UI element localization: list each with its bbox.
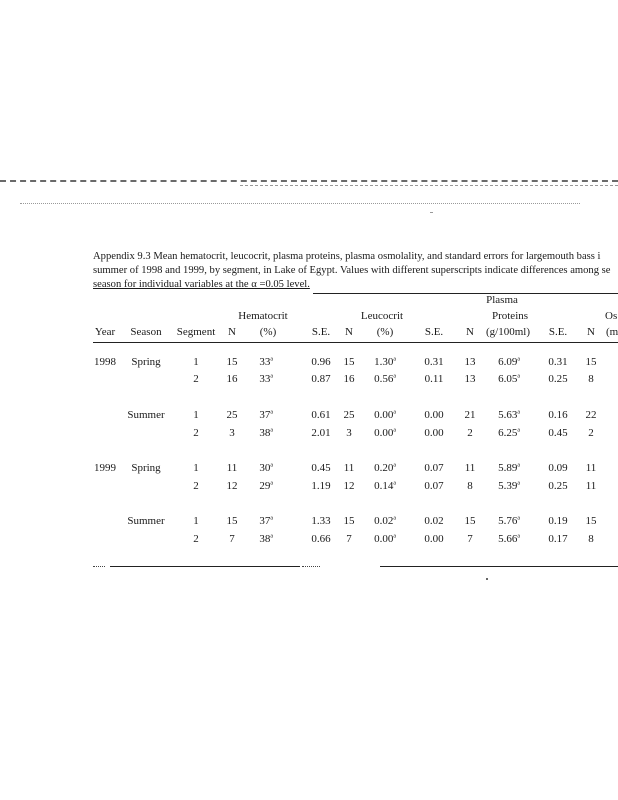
cell-n-plasma: [467, 533, 473, 546]
cell-se-leucocrit: [424, 515, 443, 528]
cell-se-plasma-value: 0.25: [548, 480, 568, 492]
cell-hematocrit: [259, 356, 273, 369]
cell-n-leucocrit-value: 3: [346, 427, 352, 439]
cell-hematocrit-value: 30: [259, 462, 271, 474]
cell-se-hematocrit-value: 2.01: [311, 427, 331, 439]
cell-hematocrit-value: 33: [259, 356, 271, 368]
table-caption: [93, 250, 618, 292]
cell-se-hematocrit-value: 1.19: [311, 480, 331, 492]
header-leucocrit-unit: (%): [376, 326, 394, 338]
superscript-letter: a: [270, 409, 273, 416]
scan-noise-line: [240, 185, 618, 186]
cell-plasma-proteins-value: 6.05: [498, 373, 518, 385]
cell-n-hematocrit-value: 12: [226, 480, 238, 492]
cell-se-hematocrit: [311, 480, 330, 493]
cell-segment-value: 2: [193, 533, 199, 545]
cell-n-leucocrit-value: 7: [346, 533, 352, 545]
cell-n-osmolality: [586, 515, 597, 528]
cell-segment-value: 1: [193, 515, 199, 527]
cell-n-plasma-value: 13: [464, 356, 476, 368]
cell-se-hematocrit-value: 0.61: [311, 409, 331, 421]
cell-se-leucocrit: [425, 373, 444, 386]
scan-noise-line: [20, 203, 580, 204]
header-plasma-unit: (g/100ml): [486, 326, 530, 338]
cell-leucocrit: [374, 533, 396, 546]
cell-hematocrit-value: 37: [259, 409, 271, 421]
cell-leucocrit-value: 1.30: [374, 356, 394, 368]
cell-n-leucocrit-value: 15: [343, 515, 355, 527]
table-bottom-rule: [93, 566, 105, 567]
cell-se-leucocrit: [424, 409, 443, 422]
cell-n-hematocrit: [229, 427, 235, 440]
superscript-letter: a: [270, 356, 273, 363]
cell-season-value: Spring: [131, 462, 161, 474]
cell-n-leucocrit-value: 12: [343, 480, 355, 492]
cell-n-leucocrit: [344, 480, 355, 493]
cell-segment: [193, 427, 199, 440]
cell-n-leucocrit: [344, 373, 355, 386]
cell-n-osmolality: [586, 462, 597, 475]
cell-se-plasma: [548, 427, 567, 440]
header-se: S.E.: [311, 326, 331, 338]
cell-year-value: 1998: [94, 356, 116, 368]
cell-n-hematocrit: [227, 515, 238, 528]
cell-segment-value: 1: [193, 409, 199, 421]
superscript-letter: a: [393, 409, 396, 416]
cell-n-leucocrit-value: 11: [343, 462, 355, 474]
cell-n-osmolality-value: 11: [585, 480, 597, 492]
cell-season: [131, 356, 160, 369]
cell-n-osmolality-value: 22: [585, 409, 597, 421]
cell-segment-value: 1: [193, 356, 199, 368]
cell-se-plasma-value: 0.16: [548, 409, 568, 421]
superscript-letter: a: [517, 427, 520, 434]
cell-n-plasma-value: 11: [464, 462, 476, 474]
header-n: N: [228, 326, 236, 338]
cell-plasma-proteins-value: 5.66: [498, 533, 518, 545]
cell-se-leucocrit-value: 0.11: [424, 373, 444, 385]
header-hematocrit-unit: (%): [259, 326, 277, 338]
cell-segment-value: 2: [193, 427, 199, 439]
cell-n-plasma: [465, 373, 476, 386]
table-bottom-rule: [110, 566, 300, 567]
superscript-letter: a: [393, 427, 396, 434]
cell-se-plasma: [548, 373, 567, 386]
superscript-letter: a: [393, 462, 396, 469]
cell-hematocrit: [259, 480, 273, 493]
cell-hematocrit: [259, 515, 273, 528]
cell-se-leucocrit: [424, 480, 443, 493]
cell-hematocrit-value: 33: [259, 373, 271, 385]
cell-leucocrit: [374, 356, 396, 369]
cell-leucocrit-value: 0.56: [374, 373, 394, 385]
header-year: Year: [94, 326, 116, 338]
cell-season: [131, 462, 160, 475]
cell-n-leucocrit: [346, 427, 352, 440]
cell-n-hematocrit: [227, 373, 238, 386]
cell-leucocrit-value: 0.02: [374, 515, 394, 527]
cell-leucocrit-value: 0.00: [374, 533, 394, 545]
cell-plasma-proteins-value: 5.89: [498, 462, 518, 474]
table-bottom-rule: [302, 566, 320, 567]
header-n: N: [587, 326, 595, 338]
cell-n-osmolality: [588, 373, 594, 386]
cell-n-plasma-value: 8: [467, 480, 473, 492]
superscript-letter: a: [517, 462, 520, 469]
cell-n-plasma-value: 2: [467, 427, 473, 439]
cell-se-leucocrit-value: 0.31: [424, 356, 444, 368]
cell-n-hematocrit-value: 15: [226, 515, 238, 527]
cell-n-osmolality-value: 2: [588, 427, 594, 439]
cell-se-leucocrit-value: 0.07: [424, 480, 444, 492]
cell-n-osmolality: [586, 356, 597, 369]
cell-se-leucocrit: [424, 427, 443, 440]
cell-plasma-proteins: [498, 356, 520, 369]
superscript-letter: a: [270, 427, 273, 434]
cell-n-leucocrit-value: 16: [343, 373, 355, 385]
cell-segment-value: 2: [193, 480, 199, 492]
cell-se-plasma-value: 0.25: [548, 373, 568, 385]
cell-segment: [193, 462, 199, 475]
header-bottom-rule: [93, 342, 618, 343]
cell-se-plasma: [548, 480, 567, 493]
cell-leucocrit-value: 0.00: [374, 409, 394, 421]
superscript-letter: a: [517, 356, 520, 363]
header-se: S.E.: [548, 326, 568, 338]
cell-se-hematocrit-value: 0.87: [311, 373, 331, 385]
cell-n-hematocrit: [227, 409, 238, 422]
cell-n-leucocrit-value: 15: [343, 356, 355, 368]
cell-se-plasma-value: 0.45: [548, 427, 568, 439]
cell-n-plasma-value: 13: [464, 373, 476, 385]
cell-se-hematocrit: [311, 409, 330, 422]
superscript-letter: a: [517, 409, 520, 416]
cell-hematocrit: [259, 427, 273, 440]
cell-season-value: Summer: [127, 515, 165, 527]
cell-leucocrit: [374, 462, 396, 475]
cell-se-leucocrit: [424, 356, 443, 369]
cell-se-plasma: [548, 533, 567, 546]
cell-plasma-proteins: [498, 427, 520, 440]
cell-n-plasma: [465, 462, 476, 475]
cell-plasma-proteins-value: 5.63: [498, 409, 518, 421]
cell-leucocrit-value: 0.00: [374, 427, 394, 439]
superscript-letter: a: [270, 462, 273, 469]
cell-n-osmolality-value: 11: [585, 462, 597, 474]
cell-se-leucocrit-value: 0.02: [424, 515, 444, 527]
cell-hematocrit-value: 37: [259, 515, 271, 527]
superscript-letter: a: [270, 373, 273, 380]
cell-se-leucocrit: [424, 533, 443, 546]
cell-hematocrit-value: 29: [259, 480, 271, 492]
cell-year: [94, 462, 116, 475]
superscript-letter: a: [393, 356, 396, 363]
cell-plasma-proteins-value: 5.76: [498, 515, 518, 527]
cell-segment: [193, 409, 199, 422]
cell-leucocrit-value: 0.20: [374, 462, 394, 474]
cell-season-value: Spring: [131, 356, 161, 368]
cell-se-hematocrit-value: 0.66: [311, 533, 331, 545]
cell-hematocrit: [259, 373, 273, 386]
cell-n-plasma-value: 7: [467, 533, 473, 545]
cell-n-plasma: [465, 409, 476, 422]
cell-se-hematocrit-value: 0.45: [311, 462, 331, 474]
cell-se-plasma: [548, 515, 567, 528]
cell-se-hematocrit: [311, 533, 330, 546]
superscript-letter: a: [517, 515, 520, 522]
header-osmolality: Os: [605, 310, 618, 322]
header-leucocrit: Leucocrit: [360, 310, 404, 322]
cell-season: [127, 515, 164, 528]
cell-n-hematocrit-value: 25: [226, 409, 238, 421]
header-osmolality-unit: (m: [606, 326, 618, 338]
cell-se-hematocrit: [311, 373, 330, 386]
header-segment: Segment: [176, 326, 216, 338]
cell-plasma-proteins-value: 5.39: [498, 480, 518, 492]
cell-se-hematocrit-value: 1.33: [311, 515, 331, 527]
caption-line: season for individual variables at the α =0.05 level.: [93, 279, 310, 290]
header-se: S.E.: [424, 326, 444, 338]
superscript-letter: a: [393, 480, 396, 487]
cell-se-plasma-value: 0.19: [548, 515, 568, 527]
cell-n-leucocrit-value: 25: [343, 409, 355, 421]
superscript-letter: a: [517, 373, 520, 380]
cell-n-osmolality: [586, 409, 597, 422]
cell-segment: [193, 515, 199, 528]
cell-plasma-proteins: [498, 533, 520, 546]
cell-se-leucocrit-value: 0.00: [424, 427, 444, 439]
cell-n-plasma: [467, 480, 473, 493]
cell-n-plasma: [467, 427, 473, 440]
cell-n-osmolality: [588, 427, 594, 440]
superscript-letter: a: [517, 533, 520, 540]
cell-n-hematocrit-value: 3: [229, 427, 235, 439]
cell-n-osmolality-value: 8: [588, 533, 594, 545]
cell-plasma-proteins: [498, 462, 520, 475]
cell-plasma-proteins-value: 6.25: [498, 427, 518, 439]
cell-n-plasma-value: 15: [464, 515, 476, 527]
cell-se-hematocrit: [311, 515, 330, 528]
cell-season-value: Summer: [127, 409, 165, 421]
cell-leucocrit: [374, 373, 396, 386]
cell-n-hematocrit: [227, 480, 238, 493]
header-top-rule: [313, 293, 618, 294]
cell-se-hematocrit: [311, 462, 330, 475]
cell-leucocrit: [374, 427, 396, 440]
cell-se-plasma: [548, 409, 567, 422]
cell-se-hematocrit: [311, 356, 330, 369]
cell-n-hematocrit: [227, 356, 238, 369]
cell-se-hematocrit-value: 0.96: [311, 356, 331, 368]
cell-se-plasma: [548, 356, 567, 369]
cell-n-osmolality-value: 15: [585, 356, 597, 368]
cell-n-osmolality-value: 8: [588, 373, 594, 385]
cell-hematocrit: [259, 409, 273, 422]
scan-noise-mark: [486, 578, 488, 580]
cell-segment: [193, 373, 199, 386]
cell-n-hematocrit-value: 7: [229, 533, 235, 545]
header-season: Season: [130, 326, 162, 338]
cell-season: [127, 409, 164, 422]
cell-leucocrit: [374, 409, 396, 422]
cell-plasma-proteins-value: 6.09: [498, 356, 518, 368]
scan-noise-mark: [430, 212, 433, 213]
superscript-letter: a: [393, 533, 396, 540]
cell-segment: [193, 480, 199, 493]
cell-segment-value: 2: [193, 373, 199, 385]
cell-se-leucocrit: [424, 462, 443, 475]
cell-n-hematocrit: [229, 533, 235, 546]
cell-plasma-proteins: [498, 409, 520, 422]
cell-n-osmolality-value: 15: [585, 515, 597, 527]
cell-plasma-proteins: [498, 480, 520, 493]
superscript-letter: a: [270, 480, 273, 487]
cell-n-osmolality: [586, 480, 597, 493]
cell-n-leucocrit: [344, 462, 355, 475]
table-bottom-rule: [380, 566, 618, 567]
cell-n-hematocrit-value: 15: [226, 356, 238, 368]
cell-hematocrit-value: 38: [259, 427, 271, 439]
cell-se-plasma: [548, 462, 567, 475]
cell-leucocrit: [374, 515, 396, 528]
cell-se-plasma-value: 0.31: [548, 356, 568, 368]
caption-line: Appendix 9.3 Mean hematocrit, leucocrit, plasma proteins, plasma osmolality, and standard errors for largemouth bass i: [93, 251, 601, 262]
cell-hematocrit-value: 38: [259, 533, 271, 545]
caption-line: summer of 1998 and 1999, by segment, in Lake of Egypt. Values with different superscripts indicate differences among se: [93, 265, 611, 276]
cell-leucocrit-value: 0.14: [374, 480, 394, 492]
scan-noise-line: [0, 180, 618, 182]
cell-n-leucocrit: [344, 515, 355, 528]
cell-n-plasma: [465, 515, 476, 528]
cell-n-leucocrit: [344, 409, 355, 422]
superscript-letter: a: [270, 515, 273, 522]
cell-n-osmolality: [588, 533, 594, 546]
cell-leucocrit: [374, 480, 396, 493]
cell-n-hematocrit: [227, 462, 238, 475]
header-proteins: Proteins: [491, 310, 529, 322]
cell-segment-value: 1: [193, 462, 199, 474]
superscript-letter: a: [270, 533, 273, 540]
cell-se-hematocrit: [311, 427, 330, 440]
header-hematocrit: Hematocrit: [238, 310, 288, 322]
header-n: N: [466, 326, 474, 338]
cell-se-leucocrit-value: 0.00: [424, 409, 444, 421]
header-n: N: [345, 326, 353, 338]
header-plasma: Plasma: [486, 294, 518, 306]
superscript-letter: a: [393, 515, 396, 522]
cell-se-leucocrit-value: 0.07: [424, 462, 444, 474]
cell-year-value: 1999: [94, 462, 116, 474]
cell-plasma-proteins: [498, 373, 520, 386]
cell-segment: [193, 533, 199, 546]
cell-hematocrit: [259, 462, 273, 475]
cell-n-leucocrit: [346, 533, 352, 546]
cell-plasma-proteins: [498, 515, 520, 528]
cell-se-leucocrit-value: 0.00: [424, 533, 444, 545]
cell-n-leucocrit: [344, 356, 355, 369]
cell-hematocrit: [259, 533, 273, 546]
cell-se-plasma-value: 0.09: [548, 462, 568, 474]
cell-n-plasma-value: 21: [464, 409, 476, 421]
cell-year: [94, 356, 116, 369]
cell-n-hematocrit-value: 16: [226, 373, 238, 385]
cell-n-plasma: [465, 356, 476, 369]
cell-se-plasma-value: 0.17: [548, 533, 568, 545]
superscript-letter: a: [517, 480, 520, 487]
superscript-letter: a: [393, 373, 396, 380]
cell-segment: [193, 356, 199, 369]
cell-n-hematocrit-value: 11: [226, 462, 238, 474]
